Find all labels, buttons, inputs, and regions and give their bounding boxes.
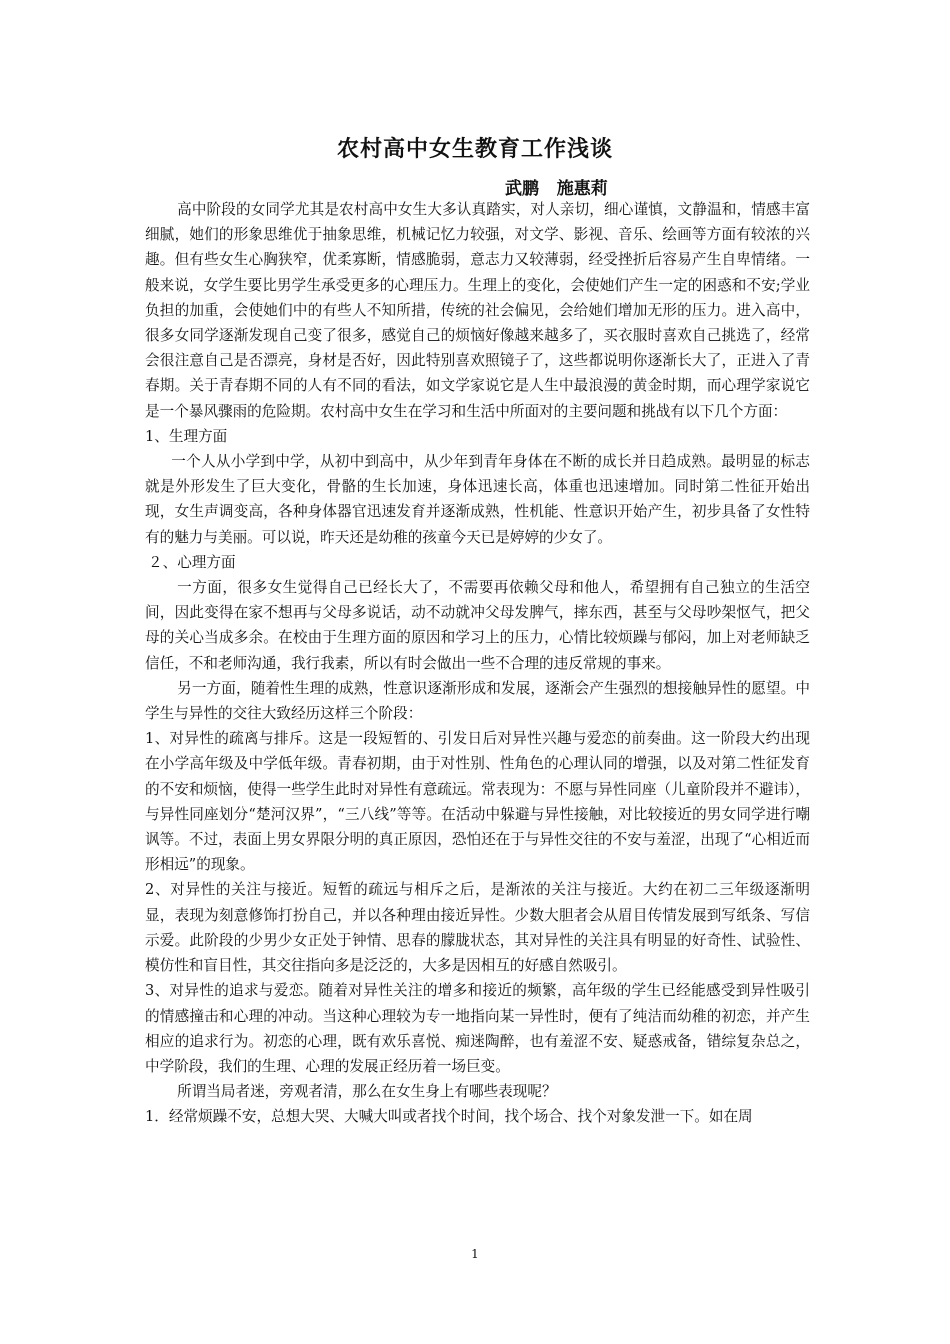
intro-paragraph: 高中阶段的女同学尤其是农村高中女生大多认真踏实，对人亲切，细心谨慎，文静温和，情感丰富细腻，她们的形象思维优于抽象思维，机械记忆力较强，对文学、影视、音乐、绘画等方面有较浓的兴趣。但有些女生心胸狭窄，优柔寡断，情感脆弱，意志力又较薄弱，经受挫折后容易产生自卑情绪。一般来说，女学生要比男学生承受更多的心理压力。生理上的变化，会使她们产生一定的困惑和不安;学业负担的加重，会使她们中的有些人不知所措，传统的社会偏见，会给她们增加无形的压力。进入高中，很多女同学逐渐发现自己变了很多，感觉自己的烦恼好像越来越多了，买衣服时喜欢自己挑选了，经常会很注意自己是否漂亮，身材是否好，因此特别喜欢照镜子了，这些都说明你逐渐长大了，正进入了青春期。关于青春期不同的人有不同的看法，如文学家说它是人生中最浪漫的黄金时期，而心理学家说它是一个暴风骤雨的危险期。农村高中女生在学习和生活中所面对的主要问题和挑战有以下几个方面： <box>145 201 810 420</box>
document-title: 农村高中女生教育工作浅谈 <box>336 137 613 162</box>
transition-paragraph: 所谓当局者迷，旁观者清，那么在女生身上有哪些表现呢？ <box>177 1083 557 1101</box>
physiology-paragraph: 一个人从小学到中学，从初中到高中，从少年到青年身体在不断的成长并日趋成熟。最明显的标志就是外形发生了巨大变化，骨骼的生长加速，身体迅速长高，体重也迅速增加。同时第二性征开始出现，女生声调变高，各种身体器官迅速发育并逐渐成熟，性机能、性意识开始产生，初步具备了女性特有的魅力与美丽。可以说，昨天还是幼稚的孩童今天已是婷婷的少女了。 <box>145 453 810 546</box>
document-authors: 武鹏 施惠莉 <box>505 179 608 199</box>
section-heading-physiology: 1、生理方面 <box>145 427 228 445</box>
stage-3-paragraph: 3、对异性的追求与爱恋。随着对异性关注的增多和接近的频繁，高年级的学生已经能感受到异性吸引的情感撞击和心理的冲动。当这种心理较为专一地指向某一异性时，便有了纯洁而幼稚的初恋，并产生相应的追求行为。初恋的心理，既有欢乐喜悦、痴迷陶醉，也有羞涩不安、疑惑戒备，错综复杂总之，中学阶段，我们的生理、心理的发展正经历着一场巨变。 <box>145 982 810 1075</box>
psychology-paragraph-1: 一方面，很多女生觉得自己已经长大了，不需要再依赖父母和他人，希望拥有自己独立的生活空间，因此变得在家不想再与父母多说话，动不动就冲父母发脾气，摔东西，甚至与父母吵架怄气，把父母的关心当成多余。在校由于生理方面的原因和学习上的压力，心情比较烦躁与郁闷，加上对老师缺乏信任，不和老师沟通，我行我素，所以有时会做出一些不合理的违反常规的事来。 <box>145 579 810 672</box>
section-heading-psychology: ２、心理方面 <box>148 553 236 571</box>
page-number: 1 <box>471 1247 479 1261</box>
psychology-paragraph-2: 另一方面，随着性生理的成熟，性意识逐渐形成和发展，逐渐会产生强烈的想接触异性的愿望。中学生与异性的交往大致经历这样三个阶段： <box>145 679 810 723</box>
stage-2-paragraph: 2、对异性的关注与接近。短暂的疏远与相斥之后，是渐浓的关注与接近。大约在初二三年级逐渐明显，表现为刻意修饰打扮自己，并以各种理由接近异性。少数大胆者会从眉目传情发展到写纸条、写信示爱。此阶段的少男少女正处于钟情、思春的朦胧状态，其对异性的关注具有明显的好奇性、试验性、模仿性和盲目性，其交往指向多是泛泛的，大多是因相互的好感自然吸引。 <box>145 881 810 975</box>
list-item-1: 1．经常烦躁不安，总想大哭、大喊大叫或者找个时间，找个场合、找个对象发泄一下。如在周 <box>145 1108 753 1126</box>
stage-1-paragraph: 1、对异性的疏离与排斥。这是一段短暂的、引发日后对异性兴趣与爱恋的前奏曲。这一阶段大约出现在小学高年级及中学低年级。青春初期，由于对性别、性角色的心理认同的增强，以及对第二性征发育的不安和烦恼，使得一些学生此时对异性有意疏远。常表现为：不愿与异性同座（儿童阶段并不避讳），与异性同座划分“楚河汉界”，“三八线”等等。在活动中躲避与异性接触，对比较接近的男女同学进行嘲讽等。不过，表面上男女界限分明的真正原因，恐怕还在于与异性交往的不安与羞涩，出现了“心相近而形相远”的现象。 <box>145 730 810 874</box>
document-body <box>145 197 810 1130</box>
